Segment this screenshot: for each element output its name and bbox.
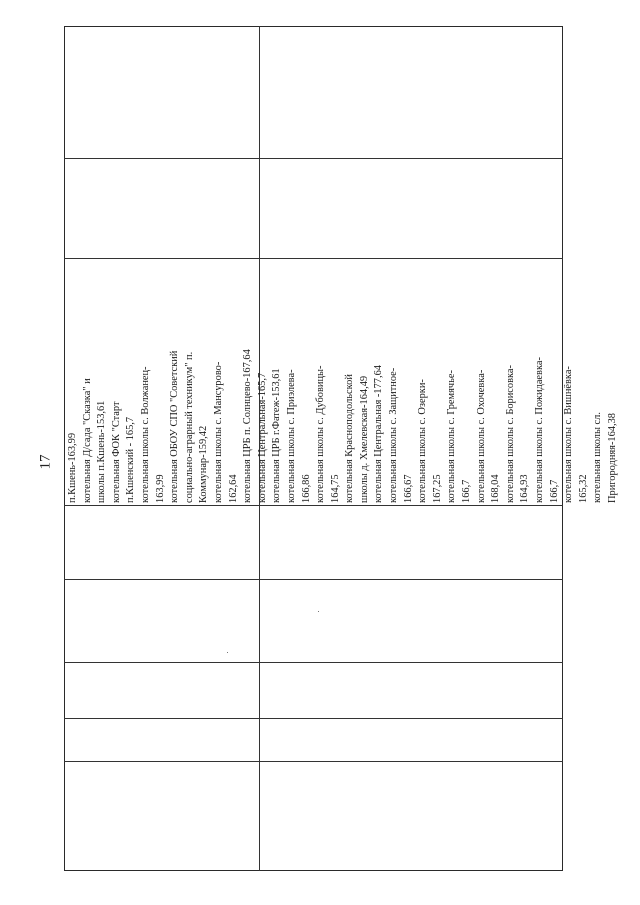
heat-source-line: 164,93: [519, 474, 531, 503]
heat-source-line: котельная Центральная-165,7: [256, 372, 268, 503]
heat-source-line: котельная школы с. Озерки-: [417, 379, 429, 503]
heat-source-line: котельная школы с. Борисовка-: [504, 365, 516, 503]
heat-source-line: котельная ОБОУ СПО "Советский: [169, 350, 181, 503]
heat-source-line: котельная школы с. Мансурово-: [212, 361, 224, 503]
scan-speck: [318, 611, 319, 612]
heat-source-line: котельная школы с. Защитное-: [388, 367, 400, 503]
heat-source-line: котельная школы с. Гремячье-: [446, 370, 458, 503]
heat-source-line: котельная ЦРБ г.Фатеж-153,61: [271, 368, 283, 503]
table-row-divider-7: [64, 761, 563, 762]
heat-source-line: социально-аграрный техникум" п.: [183, 351, 195, 503]
heat-source-line: котельная ЦРБ п. Солнцево-167,64: [242, 349, 254, 503]
heat-source-line: котельная Д/сада "Сказка" и: [81, 378, 93, 503]
heat-source-line: 166,67: [402, 474, 414, 503]
heat-source-line: котельная школы с. Пожидаевка-: [534, 357, 545, 503]
heat-source-line: п.Кшенский - 165,7: [125, 416, 137, 503]
heat-source-line: 166,7: [461, 479, 473, 503]
heat-source-line: котельная школы с. Волжанец-: [139, 366, 151, 503]
heat-source-line: 162,64: [227, 474, 239, 503]
heat-source-line: 167,25: [431, 474, 443, 503]
heat-source-line: котельная школы с. Приэлева-: [285, 369, 297, 503]
heat-source-line: 166,86: [300, 474, 312, 503]
heat-source-line: школы д. Хмелевская-164,49: [358, 375, 370, 503]
table-row-divider-4: [64, 579, 563, 580]
heat-source-line: п.Кшень-163,99: [67, 432, 78, 503]
table-row-divider-5: [64, 662, 563, 663]
heat-source-line: котельная Центральная -177,64: [373, 365, 385, 503]
heat-source-line: 163,99: [154, 474, 166, 503]
heat-source-line: Пригородняя-164,38: [606, 413, 618, 503]
heat-source-line: школы п.Кшень-153,61: [96, 400, 108, 503]
heat-source-line: Коммунар-159,42: [198, 425, 210, 503]
table-row-divider-1: [64, 158, 563, 159]
heat-source-line: котельная школы с. Вишнёвка-: [563, 366, 575, 503]
heat-source-line: котельная ФОК "Старт: [110, 401, 122, 503]
heat-source-line: 166,7: [548, 479, 560, 503]
heat-source-line: 165,32: [577, 474, 589, 503]
heat-source-line: котельная Красноподольской: [344, 374, 356, 503]
heat-source-line: котельная школы с. Дубовицы-: [315, 365, 327, 503]
page-number: 17: [37, 454, 54, 470]
scan-speck: [227, 652, 228, 653]
heat-source-line: 168,04: [490, 474, 502, 503]
heat-source-line: котельная школы сл.: [592, 412, 604, 503]
heat-sources-cell: [66, 263, 621, 503]
heat-source-line: котельная школы с. Охочевка-: [475, 369, 487, 503]
table-row-divider-2: [64, 258, 563, 259]
table-row-divider-6: [64, 718, 563, 719]
table-row-divider-3: [64, 505, 563, 506]
heat-source-line: 164,75: [329, 474, 341, 503]
